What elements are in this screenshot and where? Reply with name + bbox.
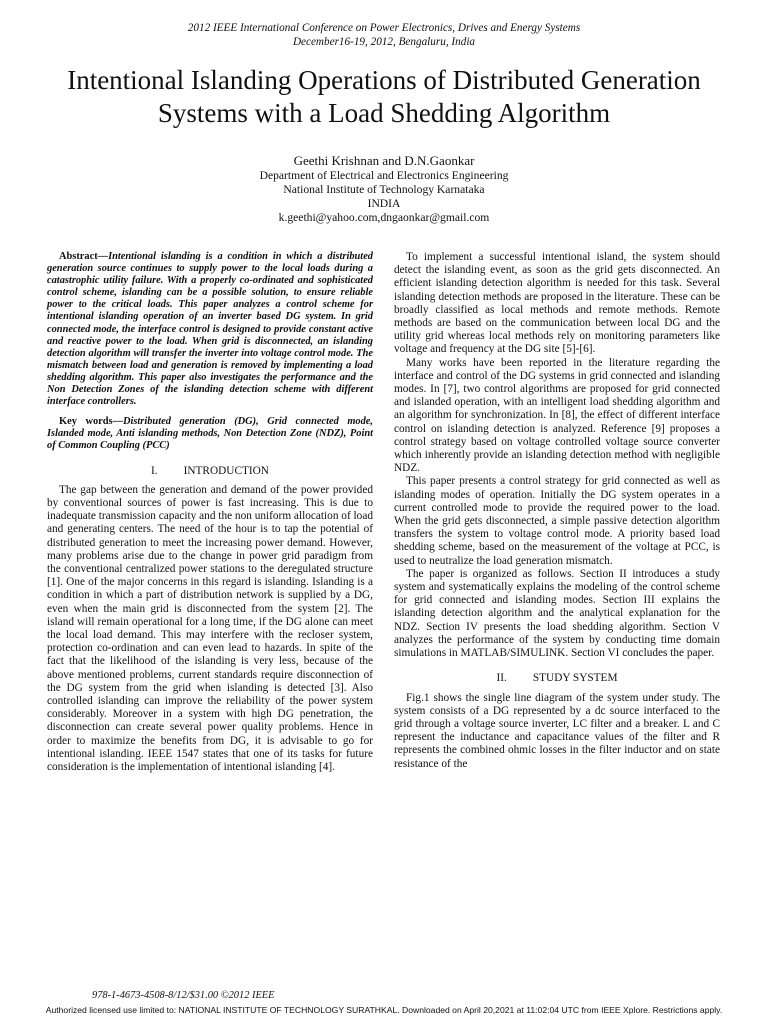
keywords-label: Key words— xyxy=(59,416,123,428)
conference-header xyxy=(0,21,768,49)
author-names: Geethi Krishnan and D.N.Gaonkar xyxy=(293,153,475,168)
paragraph: The paper is organized as follows. Section II introduces a study system and systematically explains the modeling of the control scheme for grid connected and islanding modes. Section III explains the islanding detection algorithm and the analytical explanation for the NDZ. Section IV presents the load shedding algorithm. Section V analyzes the performance of the system by conducting time domain simulations in MATLAB/SIMULINK. Section VI concludes the paper. xyxy=(394,567,720,660)
paragraph: To implement a successful intentional island, the system should detect the islanding event, as soon as the grid gets disconnected. An efficient islanding detection algorithm is needed for this task. Several islanding detection methods are proposed in the literature. These can be broadly classified as local methods and remote methods. Remote methods are based on the communication between local DG and the utility grid whereas local methods rely on monitoring parameters like voltage and frequency at the DG site [5]-[6]. xyxy=(394,251,720,356)
conference-date-location: December16-19, 2012, Bengaluru, India xyxy=(292,36,476,48)
abstract xyxy=(47,251,373,408)
section-title-rest: NTRODUCTION xyxy=(187,464,269,477)
abstract-text: Intentional islanding is a condition in which a distributed generation source continues to supply power to the local loads during a catastrophic utility failure. With a properly co-ordinated and sophisticated control scheme, islanding can be a possible solution, to ensure reliable power to the critical loads. This paper analyzes a control scheme for intentional islanding operation of an inverter based DG system. In grid connected mode, the interface control is designed to provide constant active and reactive power to the load. When grid is disconnected, an islanding detection algorithm will transfer the inverter into voltage control mode. The mismatch between load and generation is removed by implementing a load shedding algorithm. This paper also investigates the performance and the Non Detection Zones of the islanding detection scheme with different interface controllers. xyxy=(47,251,373,408)
footer-isbn: 978-1-4673-4508-8/12/$31.00 ©2012 IEEE xyxy=(92,990,275,1001)
conference-name: 2012 IEEE International Conference on Power Electronics, Drives and Energy Systems xyxy=(187,22,581,34)
paragraph: Fig.1 shows the single line diagram of the system under study. The system consists of a DG represented by a dc source interfaced to the grid through a voltage source inverter, LC filter and a breaker. L and C represent the inductance and capacitance values of the filter and R represents the combined ohmic losses in the filter inductor and on state resistance of the xyxy=(394,691,720,770)
paper-title: Intentional Islanding Operations of Distributed Generation Systems with a Load Shedding Algorithm xyxy=(67,65,701,128)
author-institute: National Institute of Technology Karnataka xyxy=(283,183,485,196)
section-heading-study-system xyxy=(394,672,720,685)
paragraph: This paper presents a control strategy for grid connected as well as islanding modes of operation. Initially the DG system operates in a current controlled mode to provide the required power to the load. When the grid gets disconnected, a simple passive detection algorithm transfers the system to voltage control mode. A priority based load shedding scheme, based on the measurement of the voltage at PCC, is used to neutralize the load generation mismatch. xyxy=(394,475,720,567)
paragraph: Many works have been reported in the literature regarding the interface and control of the DG systems in grid connected and islanding modes. In [7], two control algorithms are proposed for grid connected and islanded operation, with an intelligent load shedding algorithm and an algorithm for synchronization. In [8], the effect of different interface control on islanding detection is analyzed. Reference [9] proposes a control strategy based on voltage controlled voltage source converter which inherently provide an islanding detection method with negligible NDZ. xyxy=(394,356,720,475)
abstract-label: Abstract— xyxy=(59,251,109,262)
left-column xyxy=(47,251,373,774)
section-title-initial: I xyxy=(183,464,188,477)
section-number: I. xyxy=(151,464,158,477)
keywords xyxy=(47,416,373,452)
right-column xyxy=(394,251,720,771)
paragraph: The gap between the generation and demand of the power provided by conventional sources of power is fast increasing. This is due to inadequate transmission capacity and the non uniform allocation of load and generating centers. The need of the hour is to tap the potential of distributed generation to meet the increasing power demand. However, many problems arise due to the change in power grid paradigm from the conventional centralized power stations to the deregulated structure [1]. One of the major concerns in this regard is islanding. Islanding is a condition in which a part of distribution network is supplied by a DG, even when the main grid is disconnected from the system [2]. The island will remain operational for a long time, if the DG alone can meet the local load demand. This may interfere with the recloser system, protection co-ordination and can even lead to hazards. In spite of the fact that the likelihood of the islanding is very less, because of the above mentioned problems, current standards require disconnection of the DG system from the grid when islanding is detected [3]. Also controlled islanding can improve the reliability of the power system considerably. Moreover in a system with high DG penetration, the disconnection can create several power quality problems. Hence in order to maximize the benefits from DG, it is advisable to go for intentional islanding. IEEE 1547 states that one of its tasks for future consideration is the implementation of intentional islanding [4]. xyxy=(47,483,373,773)
author-email: k.geethi@yahoo.com,dngaonkar@gmail.com xyxy=(278,211,490,224)
section-heading-introduction xyxy=(47,465,373,478)
keywords-text: Distributed generation (DG), Grid connected mode, Islanded mode, Anti islanding methods, Non Detection Zone (NDZ), Point of Common Coupling (PCC) xyxy=(47,416,374,452)
author-country: INDIA xyxy=(367,197,401,210)
author-department: Department of Electrical and Electronics Engineering xyxy=(259,169,509,182)
section-title: STUDY SYSTEM xyxy=(532,672,618,685)
footer-license: Authorized licensed use limited to: NATIONAL INSTITUTE OF TECHNOLOGY SURATHKAL. Downloaded on April 20,2021 at 11:02:04 UTC from IEEE Xplore. Restrictions apply. xyxy=(45,1005,723,1015)
section-number: II. xyxy=(496,672,507,685)
author-block xyxy=(0,152,768,225)
